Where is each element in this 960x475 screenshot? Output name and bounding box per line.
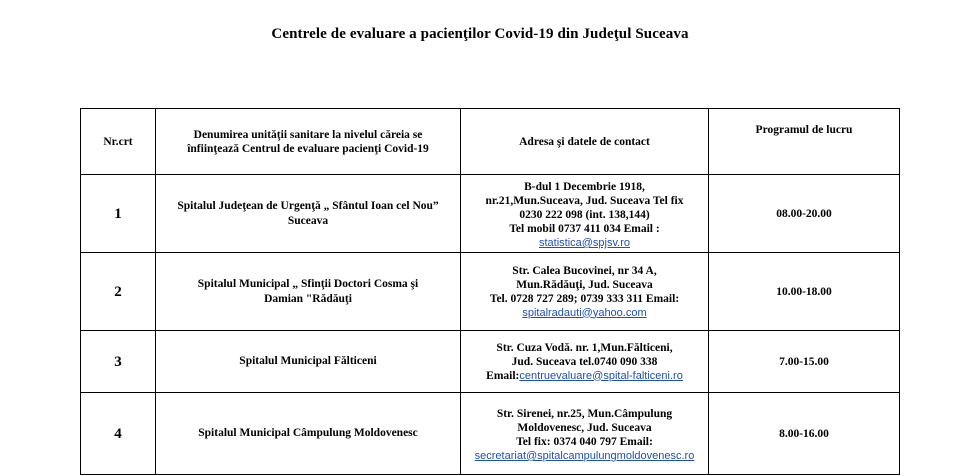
address-line2: Jud. Suceava tel.0740 090 338 [511,355,658,368]
header-unit-name-line1: Denumirea unităţii sanitare la nivelul căreia se [193,128,423,141]
address-line1: Str. Calea Bucovinei, nr 34 A, [512,264,657,277]
header-unit-name-line2: înfiinţează Centrul de evaluare pacienţi Covid-19 [187,142,429,155]
address-line3: Tel fix: 0374 040 797 Email: [516,436,653,448]
unit-name [156,175,461,253]
work-program: 7.00-15.00 [709,331,900,393]
address-contact [461,331,709,393]
unit-name-line1: Spitalul Municipal Fălticeni [239,355,377,367]
address-line1: B-dul 1 Decembrie 1918, [524,181,645,193]
address-line4: Tel mobil 0737 411 034 Email : [509,223,660,235]
unit-name [156,393,461,475]
email-link[interactable]: spitalradauti@yahoo.com [522,306,647,319]
header-address: Adresa şi datele de contact [461,109,709,175]
table-row [81,393,900,475]
address-contact [461,253,709,331]
row-number: 4 [81,393,156,475]
address-line2: Mun.Rădăuţi, Jud. Suceava [516,278,653,291]
unit-name [156,331,461,393]
email-link[interactable]: centruevaluare@spital-falticeni.ro [519,369,683,382]
evaluation-centers-table [80,108,900,475]
row-number: 1 [81,175,156,253]
row-number: 2 [81,253,156,331]
unit-name-line2: Damian "Rădăuţi [264,292,352,305]
table-row [81,175,900,253]
header-unit-name [156,109,461,175]
address-line1: Str. Sirenei, nr.25, Mun.Câmpulung [496,408,673,420]
unit-name [156,253,461,331]
work-program: 8.00-16.00 [709,393,900,475]
table-row [81,253,900,331]
address-line1: Str. Cuza Vodă. nr. 1,Mun.Fălticeni, [496,341,673,354]
email-link[interactable]: secretariat@spitalcampulungmoldovenesc.ro [474,450,695,462]
unit-name-line2: Suceava [287,214,329,227]
header-nr: Nr.crt [81,109,156,175]
header-program: Programul de lucru [709,109,900,175]
address-line3: 0230 222 098 (int. 138,144) [519,209,650,221]
table-header-row [81,109,900,175]
address-line2: nr.21,Mun.Suceava, Jud. Suceava Tel fix [485,195,684,207]
address-contact [461,393,709,475]
address-line2: Moldovenesc, Jud. Suceava [517,422,652,434]
email-link[interactable]: statistica@spjsv.ro [538,237,631,249]
email-prefix: Email: [486,369,520,382]
page-title: Centrele de evaluare a pacienţilor Covid-19 din Judeţul Suceava [271,26,689,42]
address-line3: Tel. 0728 727 289; 0739 333 311 Email: [489,292,680,305]
unit-name-line1: Spitalul Municipal „ Sfinţii Doctori Cosma şi [197,277,419,290]
table-row [81,331,900,393]
address-contact [461,175,709,253]
row-number: 3 [81,331,156,393]
unit-name-line1: Spitalul Municipal Câmpulung Moldovenesc [198,427,418,439]
unit-name-line1: Spitalul Judeţean de Urgenţă „ Sfântul Ioan cel Nou” [177,199,439,212]
work-program: 10.00-18.00 [709,253,900,331]
work-program: 08.00-20.00 [709,175,900,253]
